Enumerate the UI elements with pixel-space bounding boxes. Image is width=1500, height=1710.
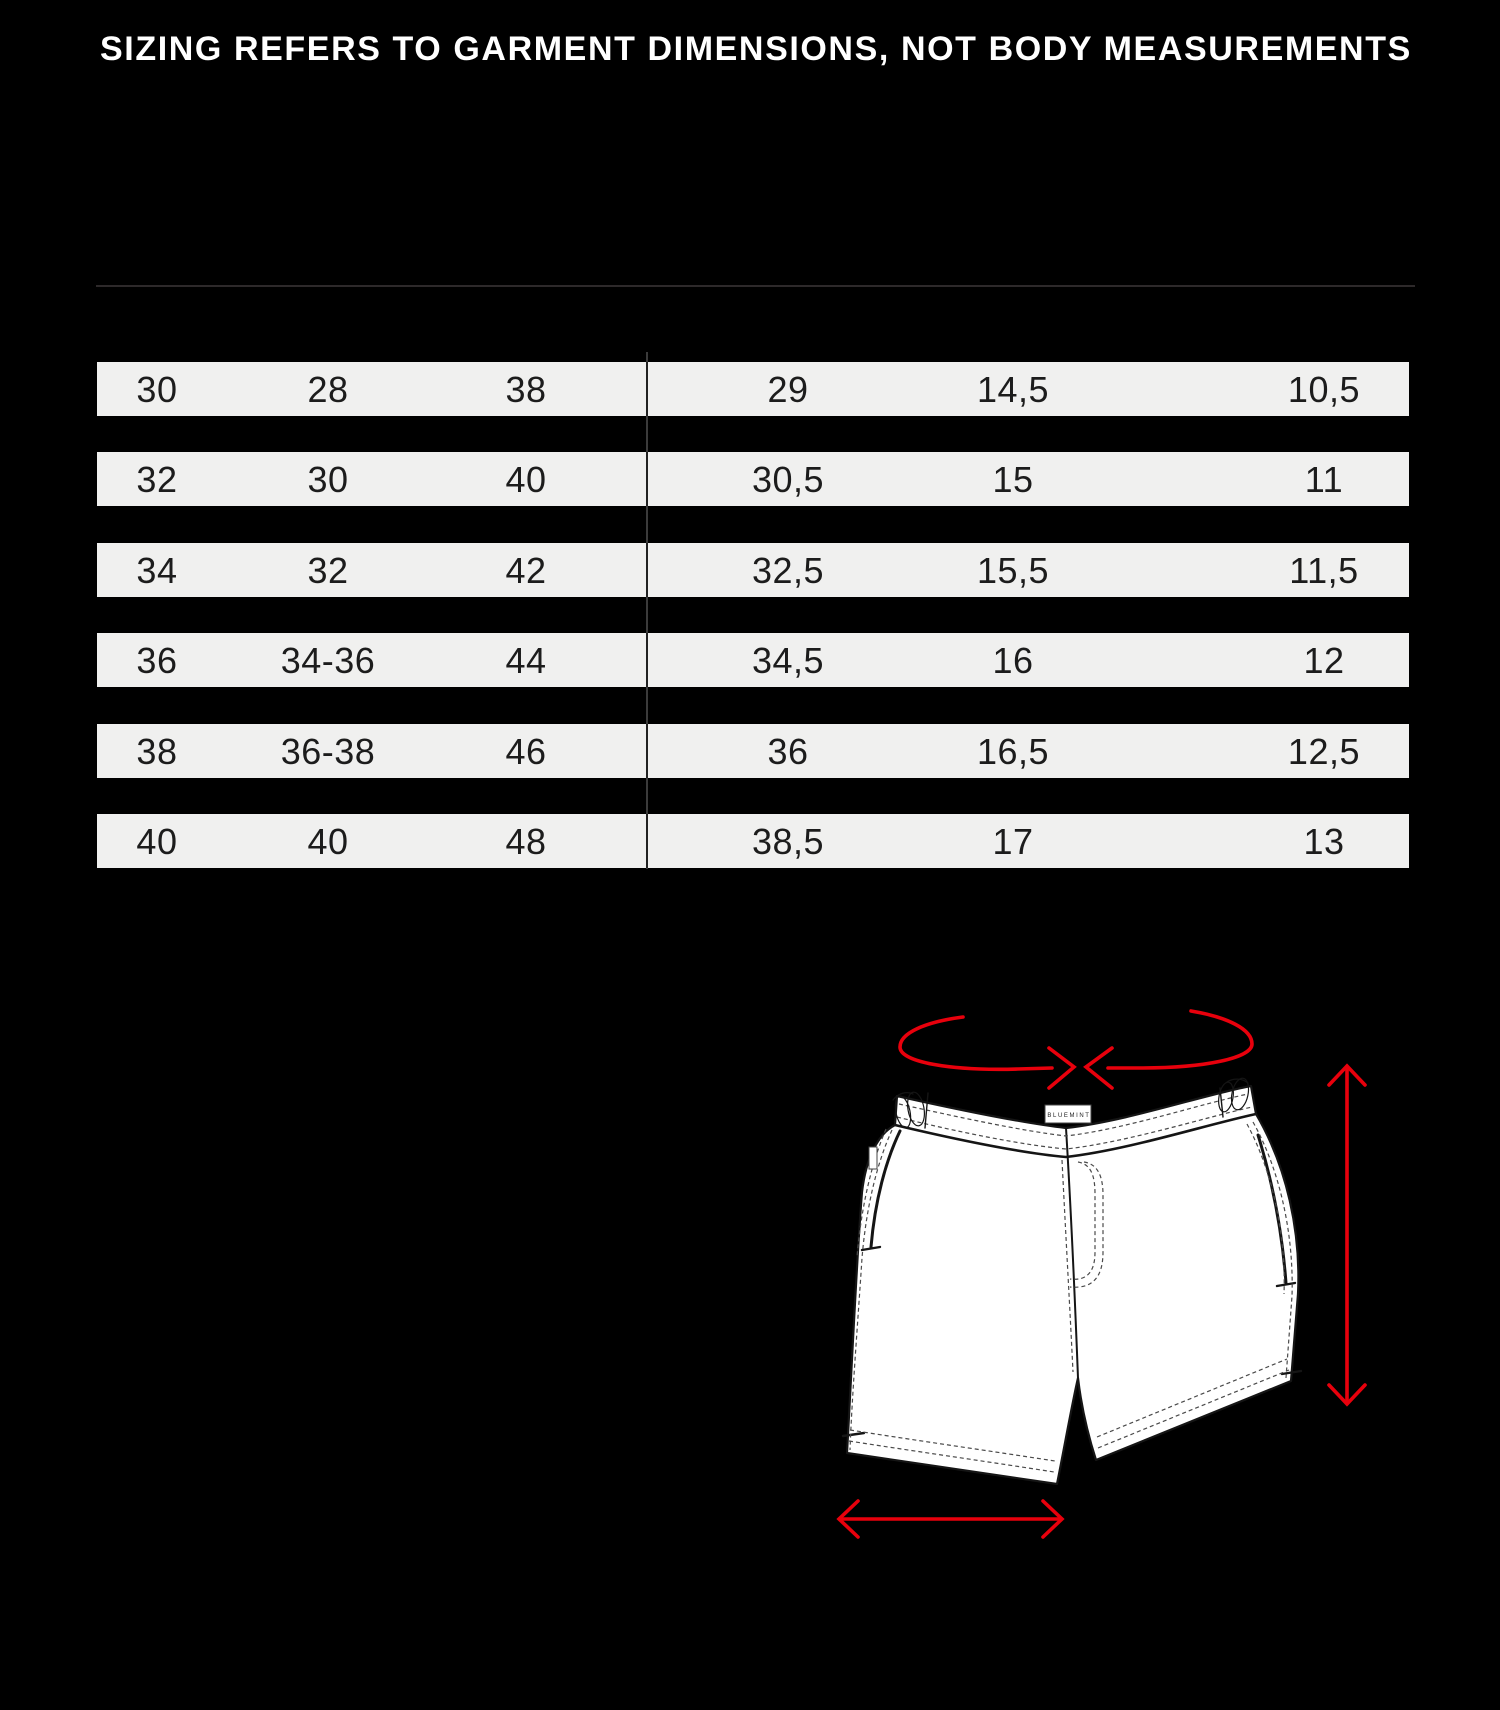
table-row [97, 814, 1409, 868]
table-cell: 32 [136, 459, 178, 500]
table-cell: 38 [505, 369, 547, 410]
side-size-tab [869, 1147, 877, 1169]
shorts-sketch [843, 1077, 1301, 1484]
size-table [97, 352, 1409, 869]
table-cell: 44 [505, 640, 547, 681]
table-cell: 32 [307, 550, 349, 591]
table-cell: 12,5 [1287, 731, 1361, 772]
table-cell: 12 [1303, 640, 1345, 681]
table-column-divider [646, 724, 648, 778]
table-cell: 42 [505, 550, 547, 591]
leg-width-measure-icon [839, 1501, 1062, 1537]
table-row [97, 543, 1409, 597]
garment-label: BLUEMINT [1047, 1113, 1091, 1119]
table-cell: 36-38 [280, 731, 376, 772]
garment-label-patch [1045, 1105, 1091, 1123]
table-cell: 13 [1303, 821, 1345, 862]
table-cell: 11 [1304, 459, 1344, 500]
table-cell: 11,5 [1289, 550, 1359, 591]
table-cell: 30,5 [751, 459, 825, 500]
table-cell: 16,5 [976, 731, 1050, 772]
table-cell: 15 [992, 459, 1034, 500]
table-cell: 15,5 [976, 550, 1050, 591]
shorts-illustration [780, 960, 1400, 1560]
table-cell: 30 [307, 459, 349, 500]
table-row [97, 362, 1409, 416]
table-cell: 36 [767, 731, 809, 772]
waist-circumference-measure-icon [900, 1011, 1252, 1088]
table-cell: 34-36 [280, 640, 376, 681]
table-cell: 28 [307, 369, 349, 410]
table-center-divider [646, 352, 648, 869]
table-row [97, 724, 1409, 778]
page-title: SIZING REFERS TO GARMENT DIMENSIONS, NOT BODY MEASUREMENTS [100, 30, 1412, 68]
table-cell: 40 [505, 459, 547, 500]
table-cell: 40 [136, 821, 178, 862]
table-cell: 36 [136, 640, 178, 681]
table-cell: 17 [992, 821, 1034, 862]
table-column-divider [646, 814, 648, 868]
table-cell: 10,5 [1287, 369, 1361, 410]
table-cell: 32,5 [751, 550, 825, 591]
table-row [97, 633, 1409, 687]
table-cell: 30 [136, 369, 178, 410]
table-column-divider [646, 633, 648, 687]
table-cell: 40 [307, 821, 349, 862]
table-cell: 34,5 [751, 640, 825, 681]
table-cell: 38,5 [751, 821, 825, 862]
horizontal-rule [96, 285, 1415, 287]
table-cell: 46 [505, 731, 547, 772]
table-column-divider [646, 362, 648, 416]
outseam-length-measure-icon [1329, 1066, 1365, 1404]
table-cell: 38 [136, 731, 178, 772]
table-row [97, 452, 1409, 506]
table-column-divider [646, 543, 648, 597]
table-cell: 16 [992, 640, 1034, 681]
table-cell: 34 [136, 550, 178, 591]
table-cell: 29 [767, 369, 809, 410]
table-cell: 48 [505, 821, 547, 862]
table-column-divider [646, 452, 648, 506]
table-cell: 14,5 [976, 369, 1050, 410]
